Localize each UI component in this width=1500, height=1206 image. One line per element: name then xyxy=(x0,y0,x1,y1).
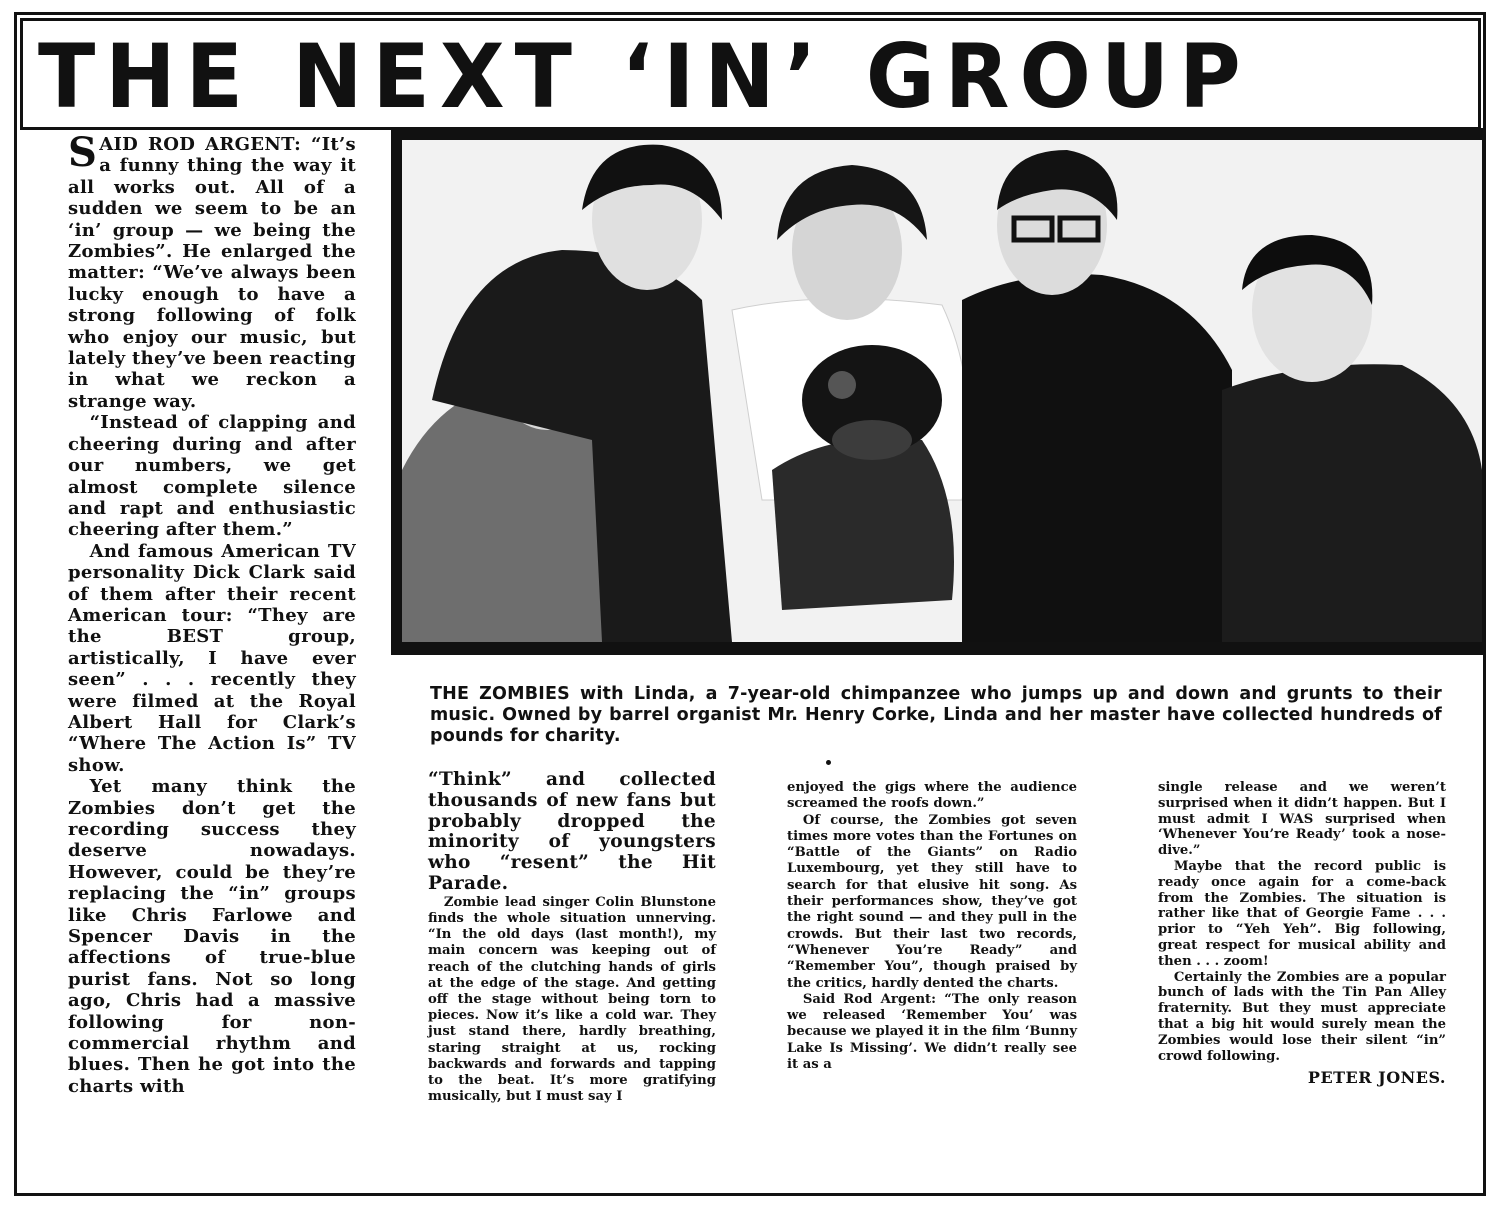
col3-paragraph-1: enjoyed the gigs where the audience screamed the roofs down.” xyxy=(787,780,1077,812)
column-bullet xyxy=(826,760,831,765)
headline: THE NEXT ‘IN’ GROUP xyxy=(38,24,1251,128)
article-column-2 xyxy=(428,770,716,1105)
article-column-1 xyxy=(68,129,356,1097)
col1-p1-text: AID ROD ARGENT: “It’s a funny thing the way it all works out. All of a sudden we seem to be an ‘in’ group — we being the Zombies”. He enlarged the matter: “We’ve always been lucky enough to have a strong following of folk who enjoy our music, but lately they’ve been reacting in what we reckon a strange way. xyxy=(68,134,356,412)
col4-paragraph-1: single release and we weren’t surprised when it didn’t happen. But I must admit I WAS surprised when ‘Whenever You’re Ready’ took a nose-dive.” xyxy=(1158,780,1446,859)
dropcap: S xyxy=(68,129,98,176)
band-photo xyxy=(402,140,1482,642)
photo-caption: THE ZOMBIES with Linda, a 7-year-old chimpanzee who jumps up and down and grunts to their music. Owned by barrel organist Mr. Henry Corke, Linda and her master have collected hundreds of pounds for charity. xyxy=(430,684,1442,746)
col1-paragraph-3: And famous American TV personality Dick Clark said of them after their recent American tour: “They are the BEST group, artistically, I have ever seen” . . . recently they were filmed at the Royal Albert Hall for Clark’s “Where The Action Is” TV show. xyxy=(68,540,356,776)
article-column-4 xyxy=(1158,780,1446,1086)
col3-paragraph-2: Of course, the Zombies got seven times more votes than the Fortunes on “Battle of the Giants” on Radio Luxembourg, yet they still have to search for that elusive hit song. As their performances show, they’ve got the right sound — and they pull in the crowds. But their last two records, “Whenever You’re Ready” and “Remember You”, though praised by the critics, hardly dented the charts. xyxy=(787,812,1077,991)
article-column-3 xyxy=(787,780,1077,1073)
col4-paragraph-2: Maybe that the record public is ready once again for a come-back from the Zombies. The situation is rather like that of Georgie Fame . . . prior to “Yeh Yeh”. Big following, great respect for musical ability and then . . . zoom! xyxy=(1158,858,1446,969)
col4-paragraph-3: Certainly the Zombies are a popular bunch of lads with the Tin Pan Alley fraternity. But they must appreciate that a big hit would surely mean the Zombies would lose their silent “in” crowd following. xyxy=(1158,969,1446,1064)
byline: PETER JONES. xyxy=(1307,1068,1446,1088)
band-photo-drawing xyxy=(402,140,1482,642)
col2-paragraph-1: Zombie lead singer Colin Blunstone finds the whole situation unnerving. “In the old days (last month!), my main concern was keeping out of reach of the clutching hands of girls at the edge of the stage. And getting off the stage without being torn to pieces. Now it’s like a cold war. They just stand there, hardly breathing, staring straight at us, rocking backwards and forwards and tapping to the beat. It’s more gratifying musically, but I must say I xyxy=(428,894,716,1105)
col1-paragraph-2: “Instead of clapping and cheering during and after our numbers, we get almost complete silence and rapt and enthusiastic cheering after them.” xyxy=(68,412,356,541)
col3-paragraph-3: Said Rod Argent: “The only reason we released ‘Remember You’ was because we played it in the film ‘Bunny Lake Is Missing’. We didn’t really see it as a xyxy=(787,991,1078,1073)
col1-paragraph-4: Yet many think the Zombies don’t get the recording success they deserve nowadays. However, could be they’re replacing the “in” groups like Chris Farlowe and Spencer Davis in the affections of true-blue purist fans. Not so long ago, Chris had a massive following for non-commercial rhythm and blues. Then he got into the charts with xyxy=(68,776,356,1097)
col2-lead: “Think” and collected thousands of new fans but probably dropped the minority of youngsters who “resent” the Hit Parade. xyxy=(428,769,716,894)
col1-paragraph-1 xyxy=(68,129,356,412)
